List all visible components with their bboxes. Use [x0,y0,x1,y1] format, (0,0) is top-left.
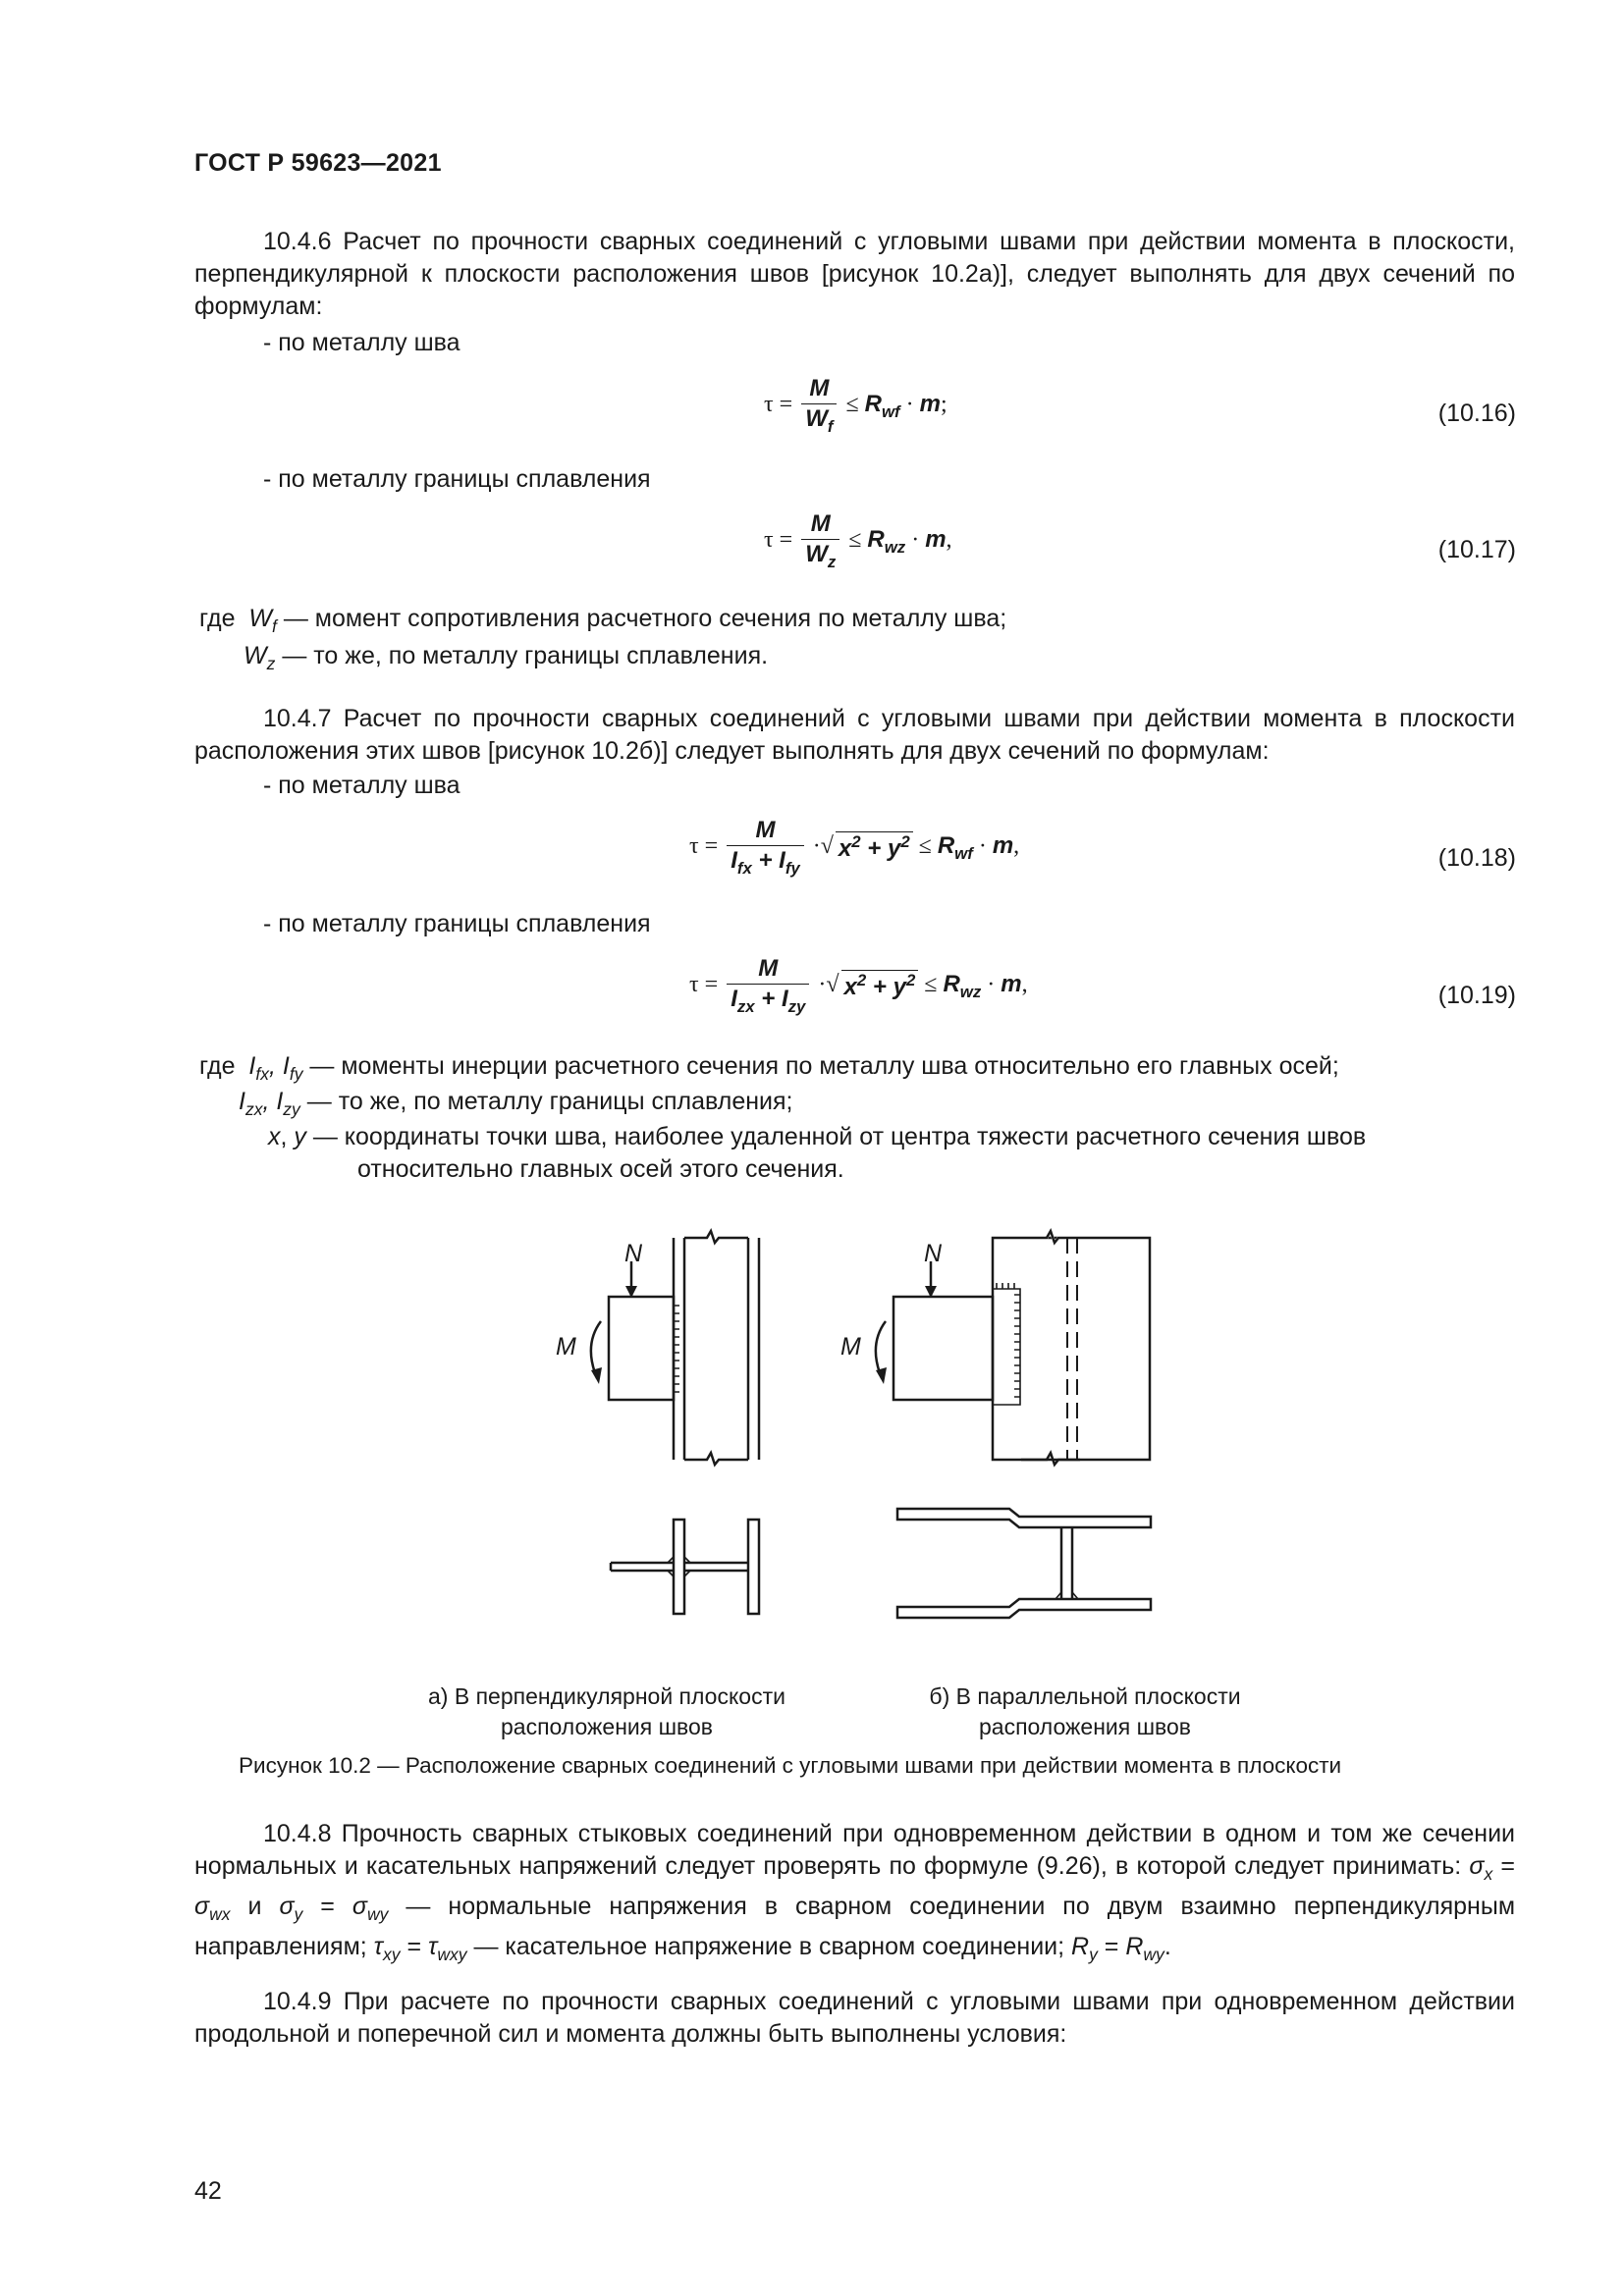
figure-b-elevation [840,1231,1150,1465]
label-m-a: M [556,1333,576,1361]
definition-izx: $I_{zx}$, $I_{zy}$ — то же, по металлу границы сплавления; [239,1088,793,1119]
caption-b-line2: расположения швов [978,1714,1192,1739]
paragraph-10-4-8: 10.4.8 Прочность сварных стыковых соединений при одновременном действии в одном и том же сечении нормальных и касательных напряжений следует проверять по формуле (9.26), в которой следует принимать: $\sigma_x = \sigma_{wx}$ и $\sigma_y = \sigma_{wy}$ — нормальные напряжения в сварном соединении по двум взаимно перпендикулярным направлениям; $\tau_{xy} = \tau_{wxy}$ — касательное напряжение в сварном соединении; $R_y = R_{wy}$. [194,1820,1516,1964]
definition-wf: где $W_f$ — момент сопротивления расчетного сечения по металлу шва; [199,605,1007,636]
figure-title: Рисунок 10.2 — Расположение сварных соединений с угловыми швами при действии момента в плоскости [239,1753,1342,1778]
equation-number-10-17: (10.17) [1437,536,1516,563]
paragraph-10-4-8-intro: 10.4.8 Прочность сварных стыковых соединений при одновременном действии в одном и том же сечении нормальных и касательных напряжений следует проверять по формуле (9.26), в которой следует принимать: [194,1820,1515,1880]
paragraph-10-4-8-sigma: — нормальные напряжения в сварном соединении по двум взаимно перпендикулярным направлениям; [194,1893,1516,1960]
list-item-fusion-boundary: - по металлу границы сплавления [263,465,651,493]
definition-xy-text: — координаты точки шва, наиболее удаленной от центра тяжести расчетного сечения швов [312,1123,1367,1150]
definition-wf-text: — момент сопротивления расчетного сечения по металлу шва; [283,605,1007,632]
label-n-b: N [924,1240,943,1267]
figure-a-section [611,1520,759,1614]
formula-10-17: τ = $\frac{M}{W_z}$ ≤ $R_{wz} \cdot m$, [764,510,952,571]
list-item-weld-metal-2: - по металлу шва [263,772,460,799]
paragraph-10-4-9: 10.4.9 При расчете по прочности сварных соединений с угловыми швами при одновременном действии продольной и поперечной сил и момента должны быть выполнены условия: [194,1988,1515,2048]
label-n-a: N [624,1240,643,1267]
formula-10-16: τ = $\frac{M}{W_f}$ ≤ $R_{wf} \cdot m$; [764,375,947,436]
equation-number-10-18: (10.18) [1437,844,1516,872]
caption-a-line2: расположения швов [500,1714,714,1739]
definition-xy-continuation: относительно главных осей этого сечения. [357,1155,844,1183]
equation-number-10-19: (10.19) [1437,982,1516,1009]
definition-xy: x, y — координаты точки шва, наиболее удаленной от центра тяжести расчетного сечения швов [268,1123,1367,1150]
document-code: ГОСТ Р 59623—2021 [194,149,442,177]
caption-b-line1: б) В параллельной плоскости [929,1683,1241,1709]
equation-number-10-16: (10.16) [1437,400,1516,427]
formula-10-19: τ = $\frac{M}{I_{zx} + I_{zy}}$ ·√ $x^2 + y^2 \le R_{wz} \cdot m$, [689,955,1028,1016]
definition-wz: $W_z$ — то же, по металлу границы сплавления. [244,642,769,673]
where-word-2: где [199,1052,236,1080]
figure-b-section [897,1509,1151,1618]
definition-ifx-text: — моменты инерции расчетного сечения по металлу шва относительно его главных осей; [309,1052,1339,1080]
figure-a-elevation [556,1231,759,1465]
caption-a-line1: а) В перпендикулярной плоскости [428,1683,785,1709]
definition-ifx: где $I_{fx}$, $I_{fy}$ — моменты инерции расчетного сечения по металлу шва относительно его главных осей; [199,1052,1339,1084]
paragraph-10-4-6: 10.4.6 Расчет по прочности сварных соединений с угловыми швами при действии момента в плоскости, перпендикулярной к плоскости расположения швов [рисунок 10.2а)], следует выполнять для двух сечений по формулам: [194,228,1515,320]
list-item-fusion-boundary-2: - по металлу границы сплавления [263,910,651,937]
list-item-weld-metal: - по металлу шва [263,329,460,356]
paragraph-10-4-7: 10.4.7 Расчет по прочности сварных соединений с угловыми швами при действии момента в плоскости расположения этих швов [рисунок 10.2б)] следует выполнять для двух сечений по формулам: [194,705,1515,765]
where-word: где [199,605,236,632]
label-m-b: M [840,1333,861,1361]
definition-wz-text: — то же, по металлу границы сплавления. [282,642,769,669]
formula-10-18: τ = $\frac{M}{I_{fx} + I_{fy}}$ ·√ $x^2 + y^2 \le R_{wf} \cdot m$, [689,817,1020,878]
caption-a [401,1682,813,1742]
page-number: 42 [194,2177,222,2205]
paragraph-10-4-8-tau: — касательное напряжение в сварном соединении; [473,1933,1065,1960]
definition-izx-text: — то же, по металлу границы сплавления; [306,1088,793,1115]
caption-b [889,1682,1281,1742]
